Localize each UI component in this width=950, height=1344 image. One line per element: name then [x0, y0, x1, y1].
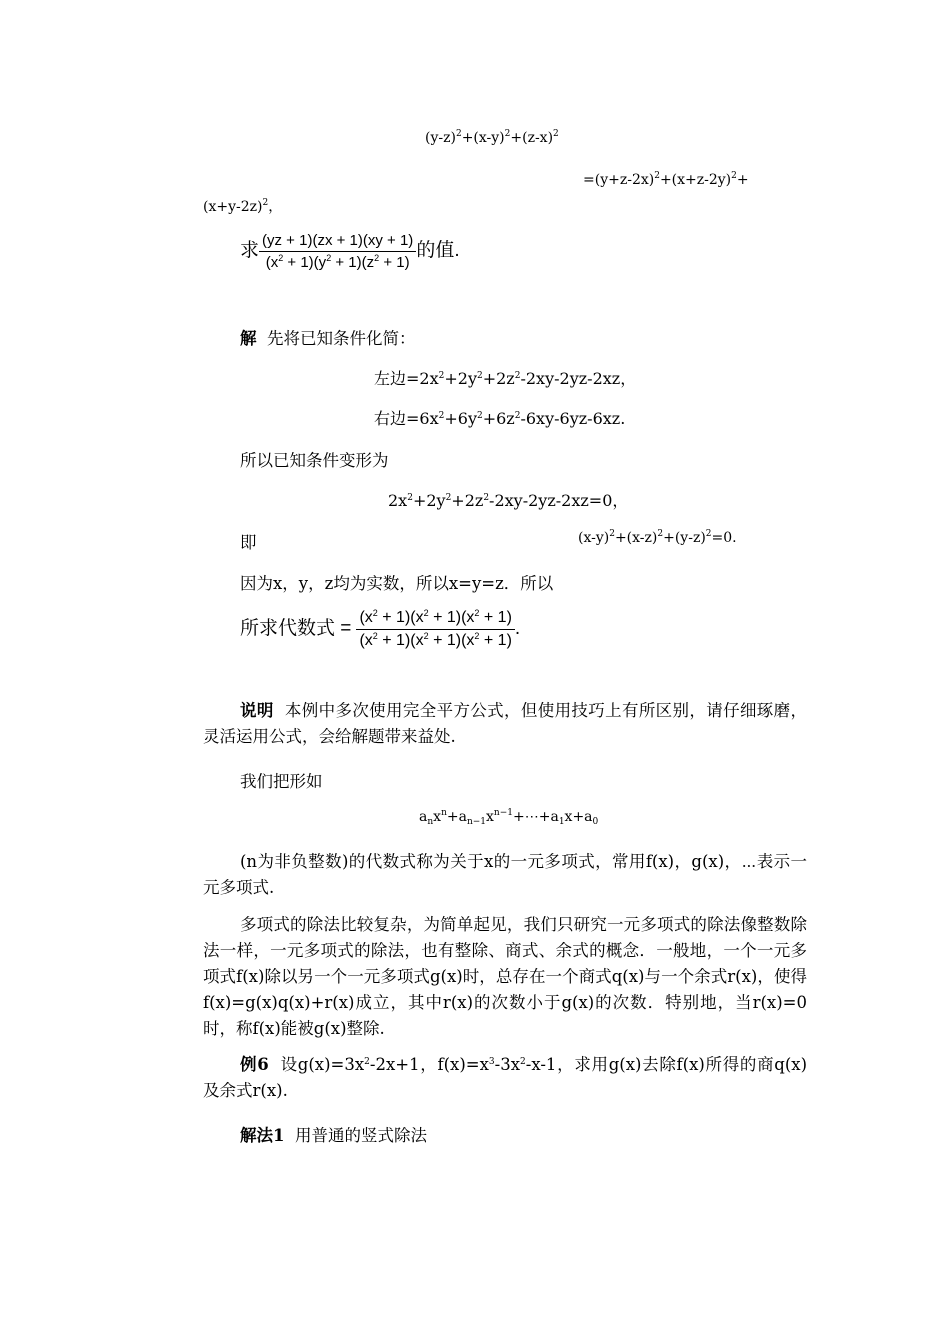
transform-intro: 所以已知条件变形为 [240, 451, 389, 470]
question-suffix: 的值. [416, 240, 460, 261]
result-prefix: 所求代数式 = [240, 618, 352, 639]
question-fraction [259, 232, 416, 271]
result-fraction [356, 609, 514, 650]
result-expression [240, 609, 520, 650]
equation-line-3: $(x+y-2z)^2$， [203, 198, 283, 215]
left-side-equation: 左边$=2x^2+2y^2+2z^2-2xy-2yz-2xz$， [374, 369, 637, 388]
question-expression [240, 232, 460, 271]
polynomial-expression: $a_nx^n+a_{n-1}x^{n-1}+\cdots+a_1x+a_0$ [419, 808, 599, 827]
that-is-label: 即 [240, 533, 257, 552]
right-side-equation: 右边$=6x^2+6y^2+6z^2-6xy-6yz-6xz$. [374, 409, 626, 428]
method-1-line: 解法1 用普通的竖式除法 [240, 1126, 427, 1145]
note-paragraph: 说明 本例中多次使用完全平方公式，但使用技巧上有所区别，请仔细琢磨，灵活运用公式，会给解题带来益处. [203, 701, 808, 746]
equation-line-1: $(y-z)^2+(x-y)^2+(z-x)^2$ [425, 129, 559, 146]
transformed-equation: $2x^2+2y^2+2z^2-2xy-2yz-2xz=0$， [388, 491, 629, 510]
division-paragraph: 多项式的除法比较复杂，为简单起见，我们只研究一元多项式的除法像整数除法一样，一元多项式的除法，也有整除、商式、余式的概念．一般地，一个一元多项式f(x)除以另一个一元多项式g(x)时，总存在一个商式q(x)与一个余式r(x)，使得f(x)=g(x)q(x)+r(x)成立，其中r(x)的次数小于g(x)的次数．特别地，当r(x)=0时，称f(x)能被g(x)整除. [203, 915, 807, 1038]
result-numerator: $(x^2 + 1)(x^2 + 1)(x^2 + 1)$ [356, 609, 514, 630]
example-6-paragraph: 例6 设$g(x)=3x^2-2x+1$，$f(x)=x^3-3x^2-x-1$，求用g(x)去除f(x)所得的商q(x)及余式r(x). [203, 1055, 808, 1100]
polynomial-definition: (n为非负整数)的代数式称为关于x的一元多项式，常用f(x)，g(x)，⋯表示一元多项式. [203, 852, 807, 897]
example-6-label: 例6 [240, 1055, 269, 1074]
form-intro: 我们把形如 [240, 772, 323, 791]
solution-line: 解 先将已知条件化简： [240, 329, 416, 348]
equation-line-2: $=(y+z-2x)^2+(x+z-2y)^2+$ [583, 171, 749, 188]
that-is-equation: $(x-y)^2+(x-z)^2+(y-z)^2=0$. [578, 529, 737, 546]
question-prefix: 求 [240, 240, 260, 261]
solution-label: 解 [240, 329, 257, 348]
result-denominator: $(x^2 + 1)(x^2 + 1)(x^2 + 1)$ [359, 631, 512, 649]
question-denominator: $(x^2 + 1)(y^2 + 1)(z^2 + 1)$ [265, 253, 410, 271]
result-suffix: . [514, 618, 521, 639]
note-label: 说明 [240, 701, 274, 720]
because-line: 因为x，y，z均为实数，所以x=y=z．所以 [240, 574, 554, 593]
method-1-label: 解法1 [240, 1126, 285, 1145]
question-numerator: (yz + 1)(zx + 1)(xy + 1) [259, 232, 416, 252]
